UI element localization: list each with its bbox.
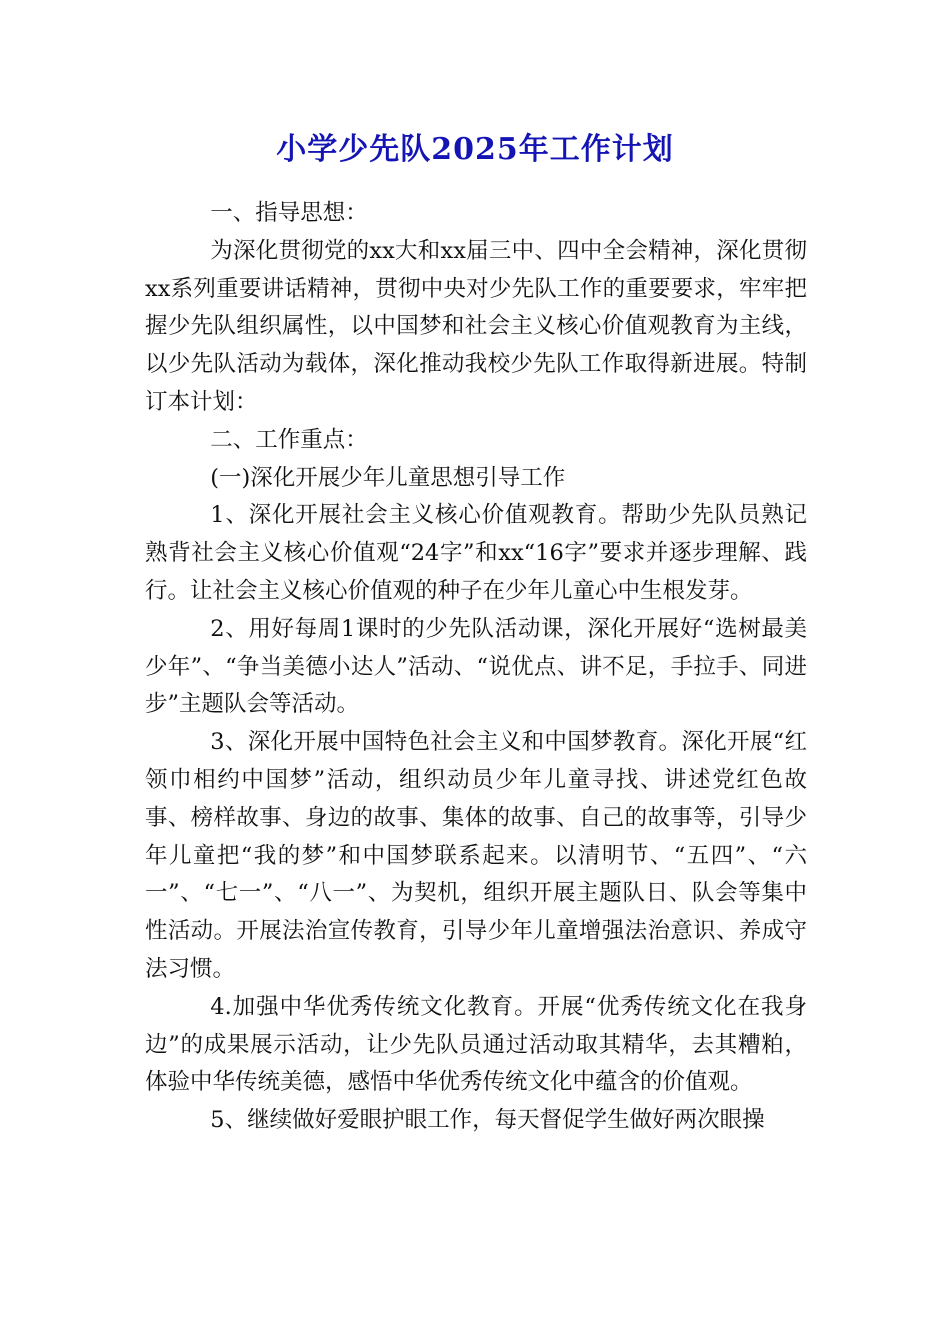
paragraph-item-4: 4.加强中华优秀传统文化教育。开展“优秀传统文化在我身边”的成果展示活动，让少先队员通过活动取其精华，去其糟粕，体验中华传统美德，感悟中华优秀传统文化中蕴含的价值观。	[145, 993, 807, 1096]
paragraph-item-5: 5、继续做好爱眼护眼工作，每天督促学生做好两次眼操	[210, 1107, 765, 1134]
paragraph-item-1: 1、深化开展社会主义核心价值观教育。帮助少先队员熟记熟背社会主义核心价值观“24字”和xx“16字”要求并逐步理解、践行。让社会主义核心价值观的种子在少年儿童心中生根发芽。	[145, 502, 807, 604]
paragraph-item-2: 2、用好每周1课时的少先队活动课，深化开展好“选树最美少年”、“争当美德小达人”活动、“说优点、讲不足，手拉手、同进步”主题队会等活动。	[145, 615, 807, 718]
paragraph-guiding-ideology: 为深化贯彻党的xx大和xx届三中、四中全会精神，深化贯彻xx系列重要讲话精神，贯彻中央对少先队工作的重要要求，牢牢把握少先队组织属性，以中国梦和社会主义核心价值观教育为主线，以少先队活动为载体，深化推动我校少先队工作取得新进展。特制订本计划：	[145, 237, 807, 415]
section-heading-guiding-ideology: 一、指导思想：	[210, 200, 368, 226]
document-title: 小学少先队2025年工作计划	[276, 132, 674, 167]
section-heading-work-focus: 二、工作重点：	[210, 426, 368, 453]
subsection-heading-thought-guidance: (一)深化开展少年儿童思想引导工作	[210, 464, 566, 491]
document-body	[145, 195, 807, 1140]
paragraph-item-3: 3、深化开展中国特色社会主义和中国梦教育。深化开展“红领巾相约中国梦”活动，组织动员少年儿童寻找、讲述党红色故事、榜样故事、身边的故事、集体的故事、自己的故事等，引导少年儿童把“我的梦”和中国梦联系起来。以清明节、“五四”、“六一”、“七一”、“八一”、为契机，组织开展主题队日、队会等集中性活动。开展法治宣传教育，引导少年儿童增强法治意识、养成守法习惯。	[145, 729, 807, 982]
